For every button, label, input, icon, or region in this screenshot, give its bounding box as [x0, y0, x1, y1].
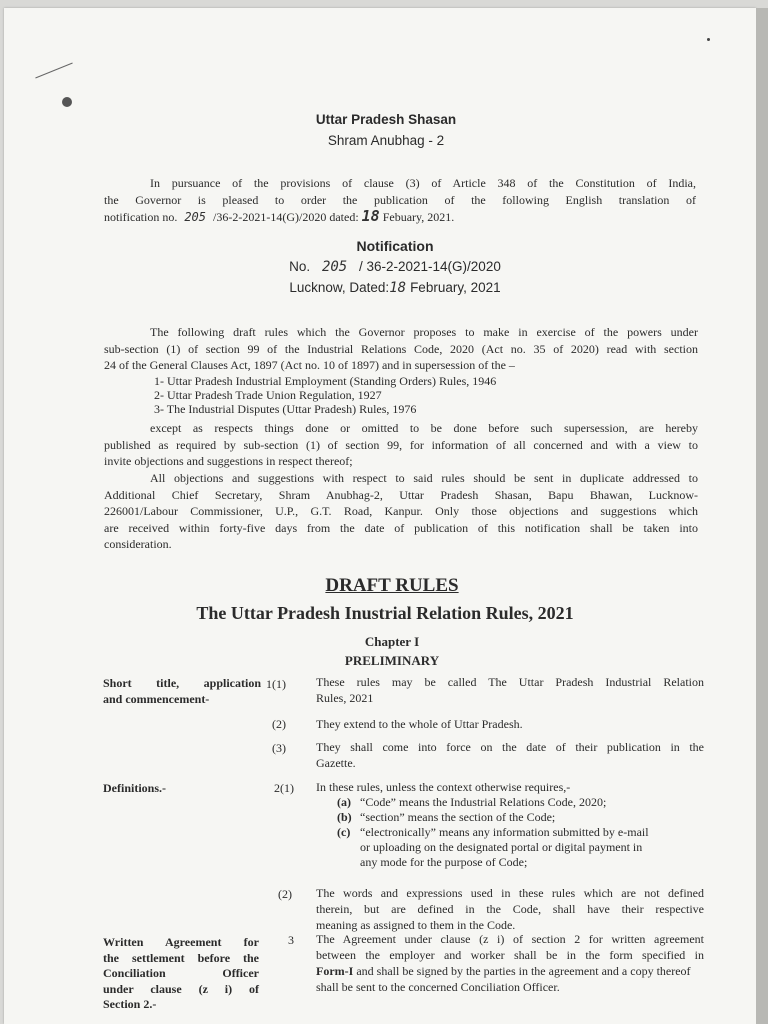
list-item: 2- Uttar Pradesh Trade Union Regulation, 1927 — [154, 388, 382, 402]
rules-title: The Uttar Pradesh Inustrial Relation Rules, 2021 — [196, 603, 574, 623]
paragraph-line: consideration. — [104, 537, 172, 551]
rule-text: The Agreement under clause (z i) of section 2 for written agreement between the employer and worker shall be in the form specified in Form-I and shall be signed by the parties in the agreement and a copy thereof shall be sent to the concerned Conciliation Officer. — [316, 932, 704, 994]
paragraph-line: All objections and suggestions with respect to said rules should be sent in duplicate addressed to — [150, 471, 698, 485]
rule-text: The words and expressions used in these rules which are not defined therein, but are defined in the Code, shall have their respective meaning as assigned to them in the Code. — [316, 886, 704, 932]
list-item: 1- Uttar Pradesh Industrial Employment (Standing Orders) Rules, 1946 — [154, 374, 497, 388]
definition-clause: (c) “electronically” means any information submitted by e-mail or uploading on the designated portal or digital payment in any mode for the purpose of Code; — [337, 825, 649, 869]
rule-number: (3) — [272, 741, 286, 755]
rule-text: They shall come into force on the date of their publication in the Gazette. — [316, 740, 704, 770]
notification-date: Lucknow, Dated:18 February, 2021 — [289, 280, 501, 296]
rule-number: (2) — [278, 887, 292, 901]
paragraph-line: invite objections and suggestions in respect thereof; — [104, 454, 353, 468]
rule-number: 2(1) — [274, 781, 294, 795]
paragraph-line: are received within forty-five days from the date of publication of this notification shall be taken into — [104, 520, 698, 535]
preamble — [104, 175, 696, 226]
rule-side-heading: Definitions.- — [103, 781, 166, 795]
superseded-list — [154, 374, 496, 416]
draft-rules-heading: DRAFT RULES — [325, 575, 459, 596]
paragraph-line: except as respects things done or omitted to be done before such supersession, are hereby — [150, 421, 698, 435]
rule-number: 3 — [288, 933, 294, 947]
rule-text: In these rules, unless the context otherwise requires,- — [316, 780, 571, 794]
punch-hole — [62, 97, 72, 107]
handwritten-number: 205 — [184, 210, 207, 224]
chapter-number: Chapter I — [364, 634, 420, 649]
definition-clauses — [337, 795, 705, 870]
ink-dot — [707, 38, 710, 41]
page-edge — [756, 8, 768, 1024]
body-paragraph — [104, 420, 698, 470]
paragraph-line: Additional Chief Secretary, Shram Anubhag-2, Uttar Pradesh Shasan, Bapu Bhawan, Lucknow- — [104, 487, 698, 502]
notification-number: No. 205 / 36-2-2021-14(G)/2020 — [289, 259, 501, 275]
handwritten-day: 18 — [361, 207, 380, 225]
preamble-last-line: notification no. 205 /36-2-2021-14(G)/2020 dated: 18 Febuary, 2021. — [104, 207, 455, 225]
rule-side-heading: Written Agreement for the settlement before the Conciliation Officer under clause (z i) of Section 2.- — [103, 935, 259, 1011]
rule-text: They extend to the whole of Uttar Pradesh. — [316, 717, 523, 731]
department-subtitle: Shram Anubhag - 2 — [327, 133, 445, 148]
paragraph-line: The following draft rules which the Governor proposes to make in exercise of the powers under — [150, 325, 698, 339]
paragraph-line: 24 of the General Clauses Act, 1897 (Act no. 10 of 1897) and in supersession of the – — [104, 358, 515, 372]
notification-title: Notification — [356, 238, 434, 254]
preamble-line: the Governor is pleased to order the publication of the following English translation of — [104, 192, 696, 207]
rule-text: These rules may be called The Uttar Pradesh Industrial Relation Rules, 2021 — [316, 675, 704, 705]
paragraph-line: 226001/Labour Commissioner, U.P., G.T. Road, Kanpur. Only those objections and suggestions which — [104, 504, 698, 518]
form-reference: Form-I — [316, 964, 354, 978]
list-item: 3- The Industrial Disputes (Uttar Pradesh) Rules, 1976 — [154, 402, 417, 416]
paragraph-line: published as required by sub-section (1) of section 99, for information of all concerned and with a view to — [104, 437, 698, 452]
definition-clause: (a) “Code” means the Industrial Relations Code, 2020; — [337, 795, 607, 809]
body-paragraph — [104, 470, 698, 553]
preamble-line: In pursuance of the provisions of clause (3) of Article 348 of the Constitution of India, — [150, 176, 696, 190]
rule-number: (2) — [272, 717, 286, 731]
rule-number: 1(1) — [266, 677, 286, 691]
rule-side-heading: Short title, application and commencement- — [103, 676, 261, 706]
definition-clause: (b) “section” means the section of the Code; — [337, 810, 556, 824]
chapter-name: PRELIMINARY — [344, 653, 440, 668]
pencil-mark — [35, 63, 72, 79]
handwritten-number: 205 — [321, 259, 348, 275]
department-title: Uttar Pradesh Shasan — [315, 112, 457, 127]
document-page — [4, 8, 756, 1024]
paragraph-line: sub-section (1) of section 99 of the Industrial Relations Code, 2020 (Act no. 35 of 2020) read with section — [104, 341, 698, 356]
body-paragraph — [104, 324, 698, 374]
handwritten-day: 18 — [389, 280, 407, 296]
